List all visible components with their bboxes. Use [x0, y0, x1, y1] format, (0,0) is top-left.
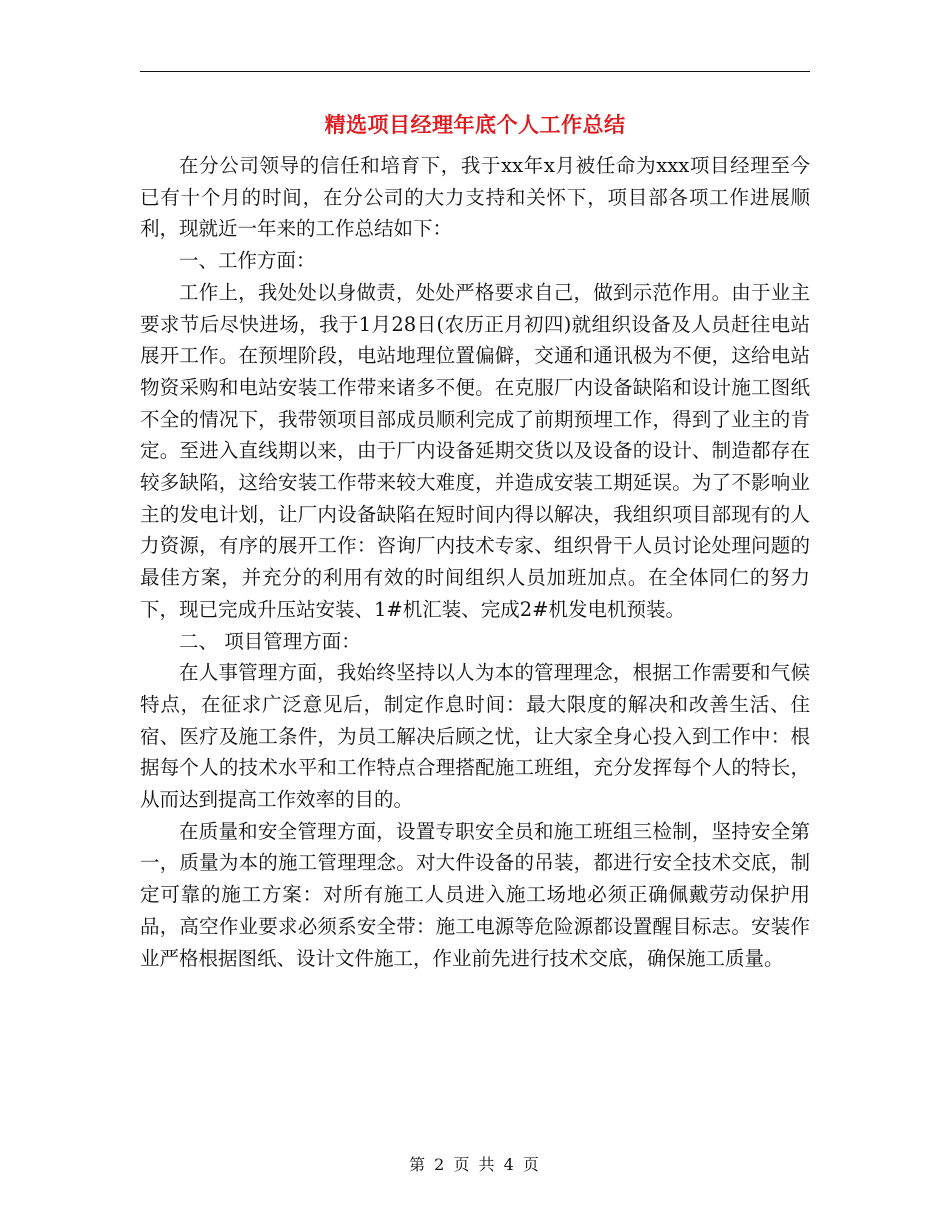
header-rule — [140, 71, 810, 72]
paragraph-work: 工作上，我处处以身做责，处处严格要求自己，做到示范作用。由于业主要求节后尽快进场，我于1月28日(农历正月初四)就组织设备及人员赶往电站展开工作。在预埋阶段，电站地理位置偏僻，交通和通讯极为不便，这给电站物资采购和电站安装工作带来诸多不便。在克服厂内设备缺陷和设计施工图纸不全的情况下，我带领项目部成员顺利完成了前期预埋工作，得到了业主的肯定。至进入直线期以来，由于厂内设备延期交货以及设备的设计、制造都存在较多缺陷，这给安装工作带来较大难度，并造成安装工期延误。为了不影响业主的发电计划，让厂内设备缺陷在短时间内得以解决，我组织项目部现有的人力资源，有序的展开工作：咨询厂内技术专家、组织骨干人员讨论处理问题的最佳方案，并充分的利用有效的时间组织人员加班加点。在全体同仁的努力下，现已完成升压站安装、1#机汇装、完成2#机发电机预装。 — [140, 280, 810, 621]
document-title: 精选项目经理年底个人工作总结 — [324, 113, 626, 137]
document-body — [140, 150, 810, 974]
paragraph-personnel: 在人事管理方面，我始终坚持以人为本的管理理念，根据工作需要和气候特点，在征求广泛意见后，制定作息时间：最大限度的解决和改善生活、住宿、医疗及施工条件，为员工解决后顾之忧，让大家全身心投入到工作中：根据每个人的技术水平和工作特点合理搭配施工班组，充分发挥每个人的特长，从而达到提高工作效率的目的。 — [140, 661, 810, 812]
section-heading-work: 一、工作方面： — [179, 249, 316, 273]
page-number: 第 2 页 共 4 页 — [409, 1155, 541, 1174]
paragraph-intro: 在分公司领导的信任和培育下，我于xx年x月被任命为xxx项目经理至今已有十个月的时间，在分公司的大力支持和关怀下，项目部各项工作进展顺利，现就近一年来的工作总结如下： — [140, 154, 810, 241]
section-heading-management: 二、 项目管理方面： — [179, 629, 361, 653]
paragraph-quality-safety: 在质量和安全管理方面，设置专职安全员和施工班组三检制，坚持安全第一，质量为本的施工管理理念。对大件设备的吊装，都进行安全技术交底，制定可靠的施工方案：对所有施工人员进入施工场地必须正确佩戴劳动保护用品，高空作业要求必须系安全带：施工电源等危险源都设置醒目标志。安装作业严格根据图纸、设计文件施工，作业前先进行技术交底，确保施工质量。 — [140, 819, 810, 970]
